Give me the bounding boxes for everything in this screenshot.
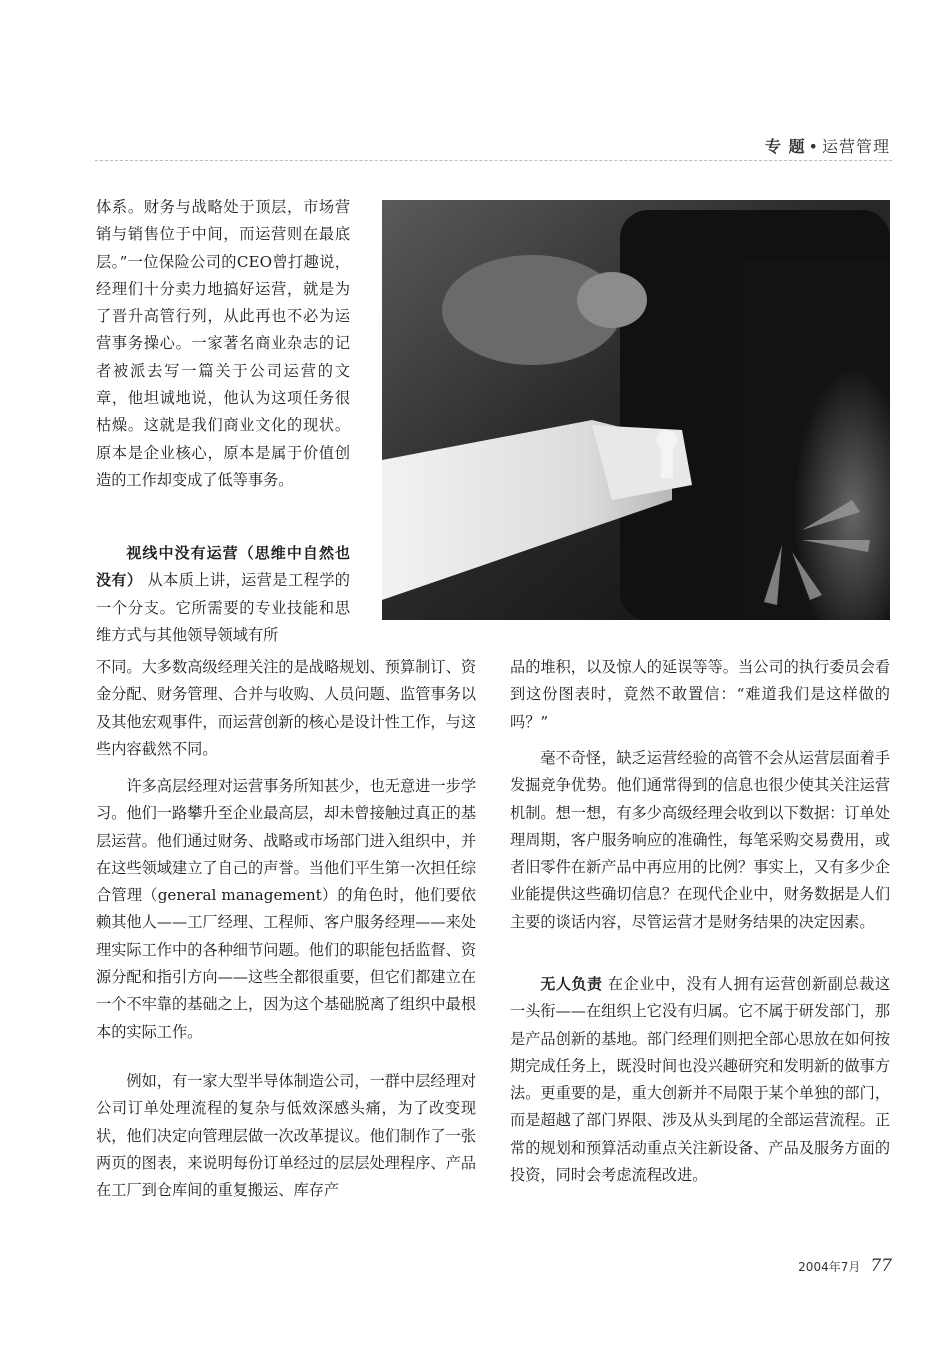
section2-heading: 无人负责 xyxy=(540,975,603,993)
left-paragraph-3: 例如，有一家大型半导体制造公司，一群中层经理对公司订单处理流程的复杂与低效深感头痛，为了改变现状，他们决定向管理层做一次改革提议。他们制作了一张两页的图表，来说明每份订单经过的层层处理程序、产品在工厂到仓库间的重复搬运、库存产 xyxy=(96,1072,476,1200)
section1-heading: 视线中没有运营（思维中自然也没有） xyxy=(96,544,350,590)
header-dot: • xyxy=(808,137,819,156)
section-header xyxy=(765,134,890,157)
page-number: 77 xyxy=(870,1256,892,1276)
section2-text: 在企业中，没有人拥有运营创新副总裁这一头衔——在组织上它没有归属。它不属于研发部门，那是产品创新的基地。部门经理们则把全部心思放在如何按期完成任务上，既没时间也没兴趣研究和发明新的做事方法。更重要的是，重大创新并不局限于某个单独的部门，而是超越了部门界限、涉及从头到尾的全部运营流程。正常的规划和预算活动重点关注新设备、产品及服务方面的投资，同时会考虑流程改进。 xyxy=(510,975,891,1185)
page-footer xyxy=(798,1256,892,1276)
right-paragraph-1: 品的堆积，以及惊人的延误等等。当公司的执行委员会看到这份图表时，竟然不敢置信：“难道我们是这样做的吗？” xyxy=(510,658,890,731)
section1-text-a: 从本质上讲，运营是工程学的一个分支。它所需要的专业技能和思维方式与其他领导领域有所 xyxy=(96,571,350,644)
intro-paragraph: 体系。财务与战略处于顶层，市场营销与销售位于中间，而运营则在最底层。”一位保险公司的CEO曾打趣说，经理们十分卖力地搞好运营，就是为了晋升高管行列，从此再也不必为运营事务操心。一家著名商业杂志的记者被派去写一篇关于公司运营的文章，他坦诚地说，他认为这项任务很枯燥。这就是我们商业文化的现状。原本是企业核心，原本是属于价值创造的工作却变成了低等事务。 xyxy=(96,198,350,489)
section1-paragraph-top xyxy=(96,540,350,649)
section2-paragraph xyxy=(510,971,890,1189)
right-paragraph-2: 毫不奇怪，缺乏运营经验的高管不会从运营层面着手发掘竞争优势。他们通常得到的信息也很少使其关注运营机制。想一想，有多少高级经理会收到以下数据：订单处理周期，客户服务响应的准确性，每笔采购交易费用，或者旧零件在新产品中再应用的比例？事实上，又有多少企业能提供这些确切信息？在现代企业中，财务数据是人们主要的谈话内容，尽管运营才是财务结果的决定因素。 xyxy=(510,749,890,931)
article-photo xyxy=(382,200,890,620)
section1-paragraph-bottom: 不同。大多数高级经理关注的是战略规划、预算制订、资金分配、财务管理、合并与收购、人员问题、监管事务以及其他宏观事件，而运营创新的核心是设计性工作，与这些内容截然不同。 xyxy=(96,658,476,758)
header-topic: 专 题 xyxy=(764,137,806,156)
left-paragraph-2: 许多高层经理对运营事务所知甚少，也无意进一步学习。他们一路攀升至企业最高层，却未曾接触过真正的基层运营。他们通过财务、战略或市场部门进入组织中，并在这些领域建立了自己的声誉。当他们平生第一次担任综合管理（general management）的角色时，他们要依赖其他人——工厂经理、工程师、客户服务经理——来处理实际工作中的各种细节问题。他们的职能包括监督、资源分配和指引方向——这些全都很重要，但它们都建立在一个不牢靠的基础之上，因为这个基础脱离了组织中最根本的实际工作。 xyxy=(96,777,476,1041)
header-rule xyxy=(95,160,892,161)
footer-date: 2004年7月 xyxy=(798,1260,861,1274)
header-section: 运营管理 xyxy=(821,137,890,156)
keyhole-hand-illustration xyxy=(382,200,890,620)
